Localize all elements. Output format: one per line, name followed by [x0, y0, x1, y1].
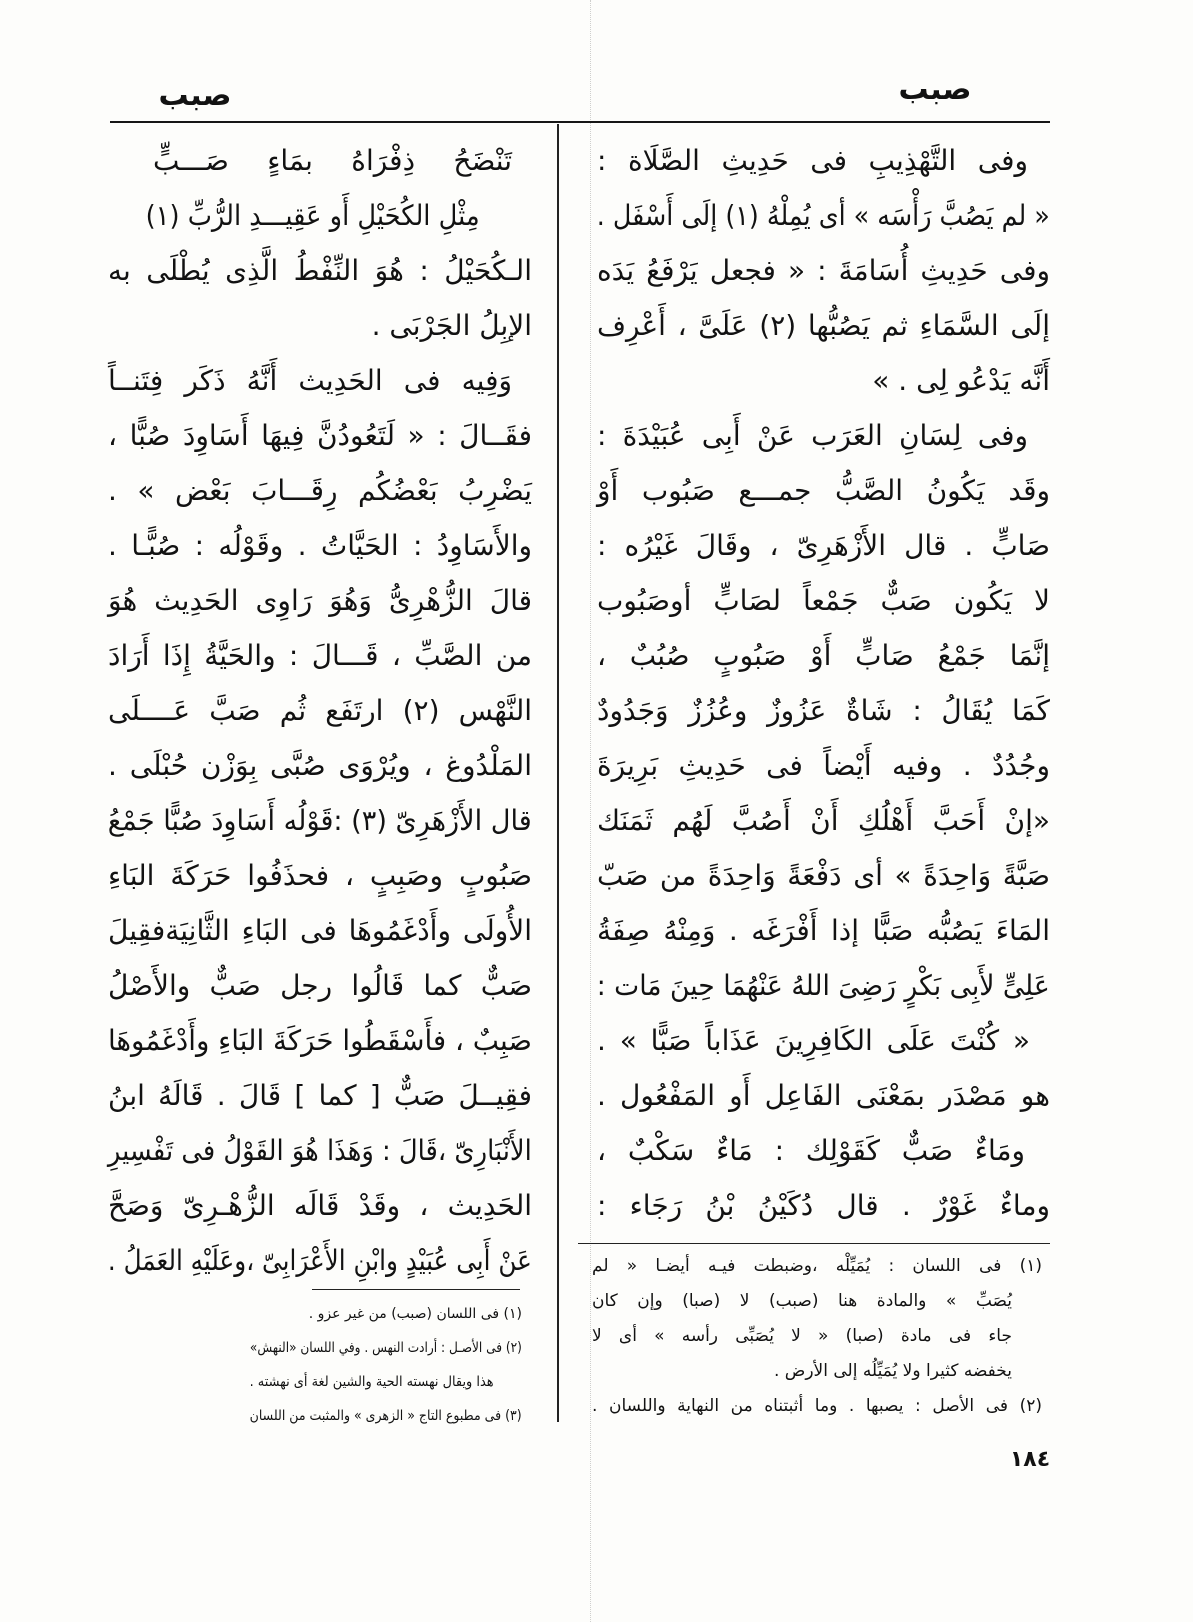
text-line-text: الـكُحَيْلُ : هُوَ النِّفْطُ الَّذِى يُطْلَى به: [108, 254, 532, 287]
text-line: [108, 243, 532, 298]
text-line: [108, 628, 532, 683]
text-line-text: تَنْضَحُ ذِفْرَاهُ بمَاءٍ صَـــبٍّ: [153, 144, 512, 177]
text-line-text: الحَدِيث ، وقَدْ قَالَه الزُّهْـرِىّ وَصَحَّ: [108, 1189, 532, 1222]
text-line: [597, 243, 1050, 298]
text-line-text: وجُدُدٌ . وفيه أَيْضاً فى حَدِيثِ بَرِيرَةَ: [597, 749, 1050, 782]
footnote-line: [592, 1318, 1042, 1353]
text-line: [108, 793, 532, 848]
text-line: [108, 848, 532, 903]
left-column: [108, 133, 532, 1288]
text-line: [597, 628, 1050, 683]
text-line-text: صَبِبٌ ، فأَسْقَطُوا حَرَكَةَ البَاءِ وأَدْغَمُوهَا: [108, 1024, 532, 1057]
text-line-text: الأُولَى وأَدْغَمُوهَا فى البَاءِ الثَّانِيَةفقِيلَ: [108, 914, 532, 947]
text-line-text: الأَنْبَارِىّ ،قَالَ : وَهَذَا هُوَ القَوْلُ فى تَفْسِيرِ: [108, 1134, 532, 1167]
text-line: [108, 188, 532, 243]
text-line: [597, 1013, 1050, 1068]
text-line: [597, 683, 1050, 738]
footnote-line-text: (٢) فى الأصل : يصبها . وما أثبتناه من النهاية واللسان .: [592, 1396, 1042, 1416]
text-line: [108, 353, 532, 408]
text-line-text: إلَى السَّمَاءِ ثم يَصُبُّها (٢) عَلَىَّ ، أَعْرِف: [597, 309, 1050, 342]
text-line-text: المَاءَ يَصُبُّه صَبًّا إذا أَفْرَغَه . وَمِنْهُ صِفَةُ: [597, 914, 1050, 947]
footnote-line-text: يُصَبِّ » والمادة هنا (صبب) لا (صبا) وإن كان: [592, 1291, 1012, 1311]
text-line-text: « كُنْتَ عَلَى الكَافِرِينَ عَذَاباً صَبًّا » .: [597, 1024, 1030, 1057]
footnotes-left: [250, 1296, 522, 1432]
text-line: [597, 188, 1050, 243]
text-line-text: «إنْ أَحَبَّ أَهْلُكِ أَنْ أَصُبَّ لَهُم ثَمَنَك: [597, 804, 1050, 837]
footnote-line: [250, 1296, 522, 1330]
text-line-text: يَضْرِبُ بَعْضُكُم رِقَـــابَ بَعْض » .: [108, 474, 532, 507]
text-line: [597, 793, 1050, 848]
text-line: [597, 408, 1050, 463]
running-header-right: صبب: [898, 72, 972, 107]
text-line-text: لا يَكُون صَبٌّ جَمْعاً لصَابٍّ أوصَبُوب: [597, 584, 1050, 617]
text-line-text: صَبُوبٍ وصَبِبٍ ، فحذَفُوا حَرَكَةَ البَاءِ: [108, 859, 532, 892]
text-line-text: النَّهْس (٢) ارتَفَع ثُم صَبَّ عَــــلَى: [108, 694, 532, 727]
text-line-text: من الصَّبِّ ، قَـــالَ : والحَيَّةُ إِذَا أَرَادَ: [108, 639, 532, 672]
text-line: [597, 1123, 1050, 1178]
text-line-text: وَفِيه فى الحَدِيث أَنَّهُ ذَكَر فِتَنــاً: [108, 364, 512, 397]
text-line-text: المَلْدُوغ ، ويُرْوَى صُبَّى بِوَزْن حُبْلَى .: [108, 749, 532, 782]
text-line-text: الإبِلُ الجَرْبَى .: [371, 309, 532, 342]
scan-fold-line: [590, 0, 591, 1622]
text-line: [108, 1178, 532, 1233]
text-line: [597, 1178, 1050, 1233]
footnotes-right: [592, 1248, 1042, 1423]
page-number: ١٨٤: [1009, 1447, 1051, 1472]
footnote-line-text: (١) فى اللسان : يُمَيِّلْه ،وضبطت فيـه أيضـا « لم: [592, 1256, 1042, 1276]
text-line-text: وفى حَدِيثِ أُسَامَةَ : « فجعل يَرْفَعُ يَدَه: [597, 254, 1050, 287]
text-line: [108, 133, 532, 188]
text-line: [108, 1013, 532, 1068]
footnote-rule-right: [578, 1243, 1050, 1244]
text-line: [597, 573, 1050, 628]
text-line: [597, 738, 1050, 793]
text-line-text: قالَ الزُّهْرِىُّ وَهُوَ رَاوِى الحَدِيث هُوَ: [108, 584, 532, 617]
text-line-text: صَابٍّ . قال الأَزْهَرِىّ ، وقَالَ غَيْرُه :: [597, 529, 1050, 562]
text-line: [597, 518, 1050, 573]
text-line: [108, 518, 532, 573]
text-line-text: وقَد يَكُونُ الصَّبُّ جمـــع صَبُوب أَوْ: [597, 474, 1050, 507]
running-header-left: صبب: [158, 78, 232, 113]
text-line-text: عَنْ أَبِى عُبَيْدٍ وابْنِ الأَعْرَابِىّ ،وعَلَيْهِ العَمَلُ .: [108, 1244, 532, 1277]
footnote-line-text: يخفضه كثيرا ولا يُمَيِّلُه إلى الأرض .: [773, 1361, 1012, 1381]
footnote-line: [592, 1353, 1042, 1388]
text-line: [108, 738, 532, 793]
footnote-line: [250, 1398, 522, 1432]
text-line: [108, 573, 532, 628]
text-line-text: إنَّمَا جَمْعُ صَابٍّ أَوْ صَبُوبٍ صُبُبٌ ،: [597, 639, 1050, 672]
text-line-text: عَلِىٍّ لأَبِى بَكْرٍ رَضِىَ اللهُ عَنْهُمَا حِينَ مَات :: [597, 969, 1050, 1002]
footnote-line-text: هذا ويقال نهسته الحية والشين لغة أى نهشته .: [250, 1374, 494, 1390]
text-line-text: مِثْلِ الكُحَيْلِ أَو عَقِيـــدِ الرُّبِّ (١): [146, 199, 480, 232]
text-line-text: صَبٌّ كما قَالُوا رجل صَبٌّ والأَصْلُ: [108, 969, 532, 1002]
text-line: [597, 848, 1050, 903]
text-line: [108, 958, 532, 1013]
text-line-text: هو مَصْدَر بمَعْنَى الفَاعِل أَو المَفْعُول .: [597, 1079, 1050, 1112]
text-line: [597, 958, 1050, 1013]
footnote-rule-left: [312, 1289, 520, 1290]
text-line: [108, 683, 532, 738]
text-line-text: والأَسَاوِدُ : الحَيَّاتُ . وقَوْلُه : صُبًّـا .: [108, 529, 532, 562]
text-line-text: ومَاءٌ صَبٌّ كَقَوْلِك : مَاءٌ سَكْبٌ ،: [597, 1134, 1025, 1167]
text-line: [597, 463, 1050, 518]
text-line-text: وفى التَّهْذِيبِ فى حَدِيثِ الصَّلَاة :: [597, 144, 1028, 177]
text-line: [597, 353, 1050, 408]
text-line: [108, 1233, 532, 1288]
text-line-text: وفى لِسَانِ العَرَب عَنْ أَبِى عُبَيْدَةَ :: [597, 419, 1028, 452]
text-line: [597, 1068, 1050, 1123]
text-line-text: فقَــالَ : « لَتَعُودُنَّ فِيهَا أَسَاوِدَ صُبًّا ،: [108, 419, 532, 452]
footnote-line: [250, 1330, 522, 1364]
footnote-line: [250, 1364, 522, 1398]
text-line-text: فقِيــلَ صَبٌّ [ كما ] قَالَ . قَالَهُ ابنُ: [108, 1079, 532, 1112]
text-line: [108, 1123, 532, 1178]
right-column: [597, 133, 1050, 1233]
column-divider: [557, 124, 559, 1422]
text-line: [108, 408, 532, 463]
footnote-line-text: (١) فى اللسان (صبب) من غير عزو .: [308, 1306, 522, 1322]
text-line: [108, 463, 532, 518]
footnote-line-text: (٢) فى الأصـل : أرادت النهس . وفي اللسان «النهش»: [250, 1340, 522, 1356]
footnote-line: [592, 1388, 1042, 1423]
text-line-text: كَمَا يُقَالُ : شَاةٌ عَزُوزٌ وعُزُزٌ وَجَدُودٌ: [597, 694, 1050, 727]
footnote-line: [592, 1248, 1042, 1283]
text-line: [108, 903, 532, 958]
header-rule: [110, 121, 1050, 123]
text-line-text: أَنَّه يَدْعُو لِى . »: [872, 364, 1050, 397]
text-line-text: قال الأَزْهَرِىّ (٣) :قَوْلُه أَسَاوِدَ صُبًّا جَمْعُ: [108, 804, 532, 837]
text-line: [108, 1068, 532, 1123]
text-line: [597, 903, 1050, 958]
text-line-text: صَبَّةً وَاحِدَةً » أى دَفْعَةً وَاحِدَةً من صَبّ: [597, 859, 1050, 892]
text-line-text: « لم يَصُبَّ رَأْسَه » أى يُمِلْهُ (١) إلَى أَسْفَل .: [597, 199, 1050, 232]
text-line: [108, 298, 532, 353]
footnote-line: [592, 1283, 1042, 1318]
text-line: [597, 133, 1050, 188]
text-line: [597, 298, 1050, 353]
footnote-line-text: (٣) فى مطبوع التاج « الزهرى » والمثبت من اللسان: [250, 1408, 522, 1424]
footnote-line-text: جاء فى مادة (صبا) « لا يُصَبِّى رأسه » أى لا: [592, 1326, 1012, 1346]
text-line-text: وماءٌ غَوْرٌ . قال دُكَيْنُ بْنُ رَجَاء :: [597, 1189, 1050, 1222]
